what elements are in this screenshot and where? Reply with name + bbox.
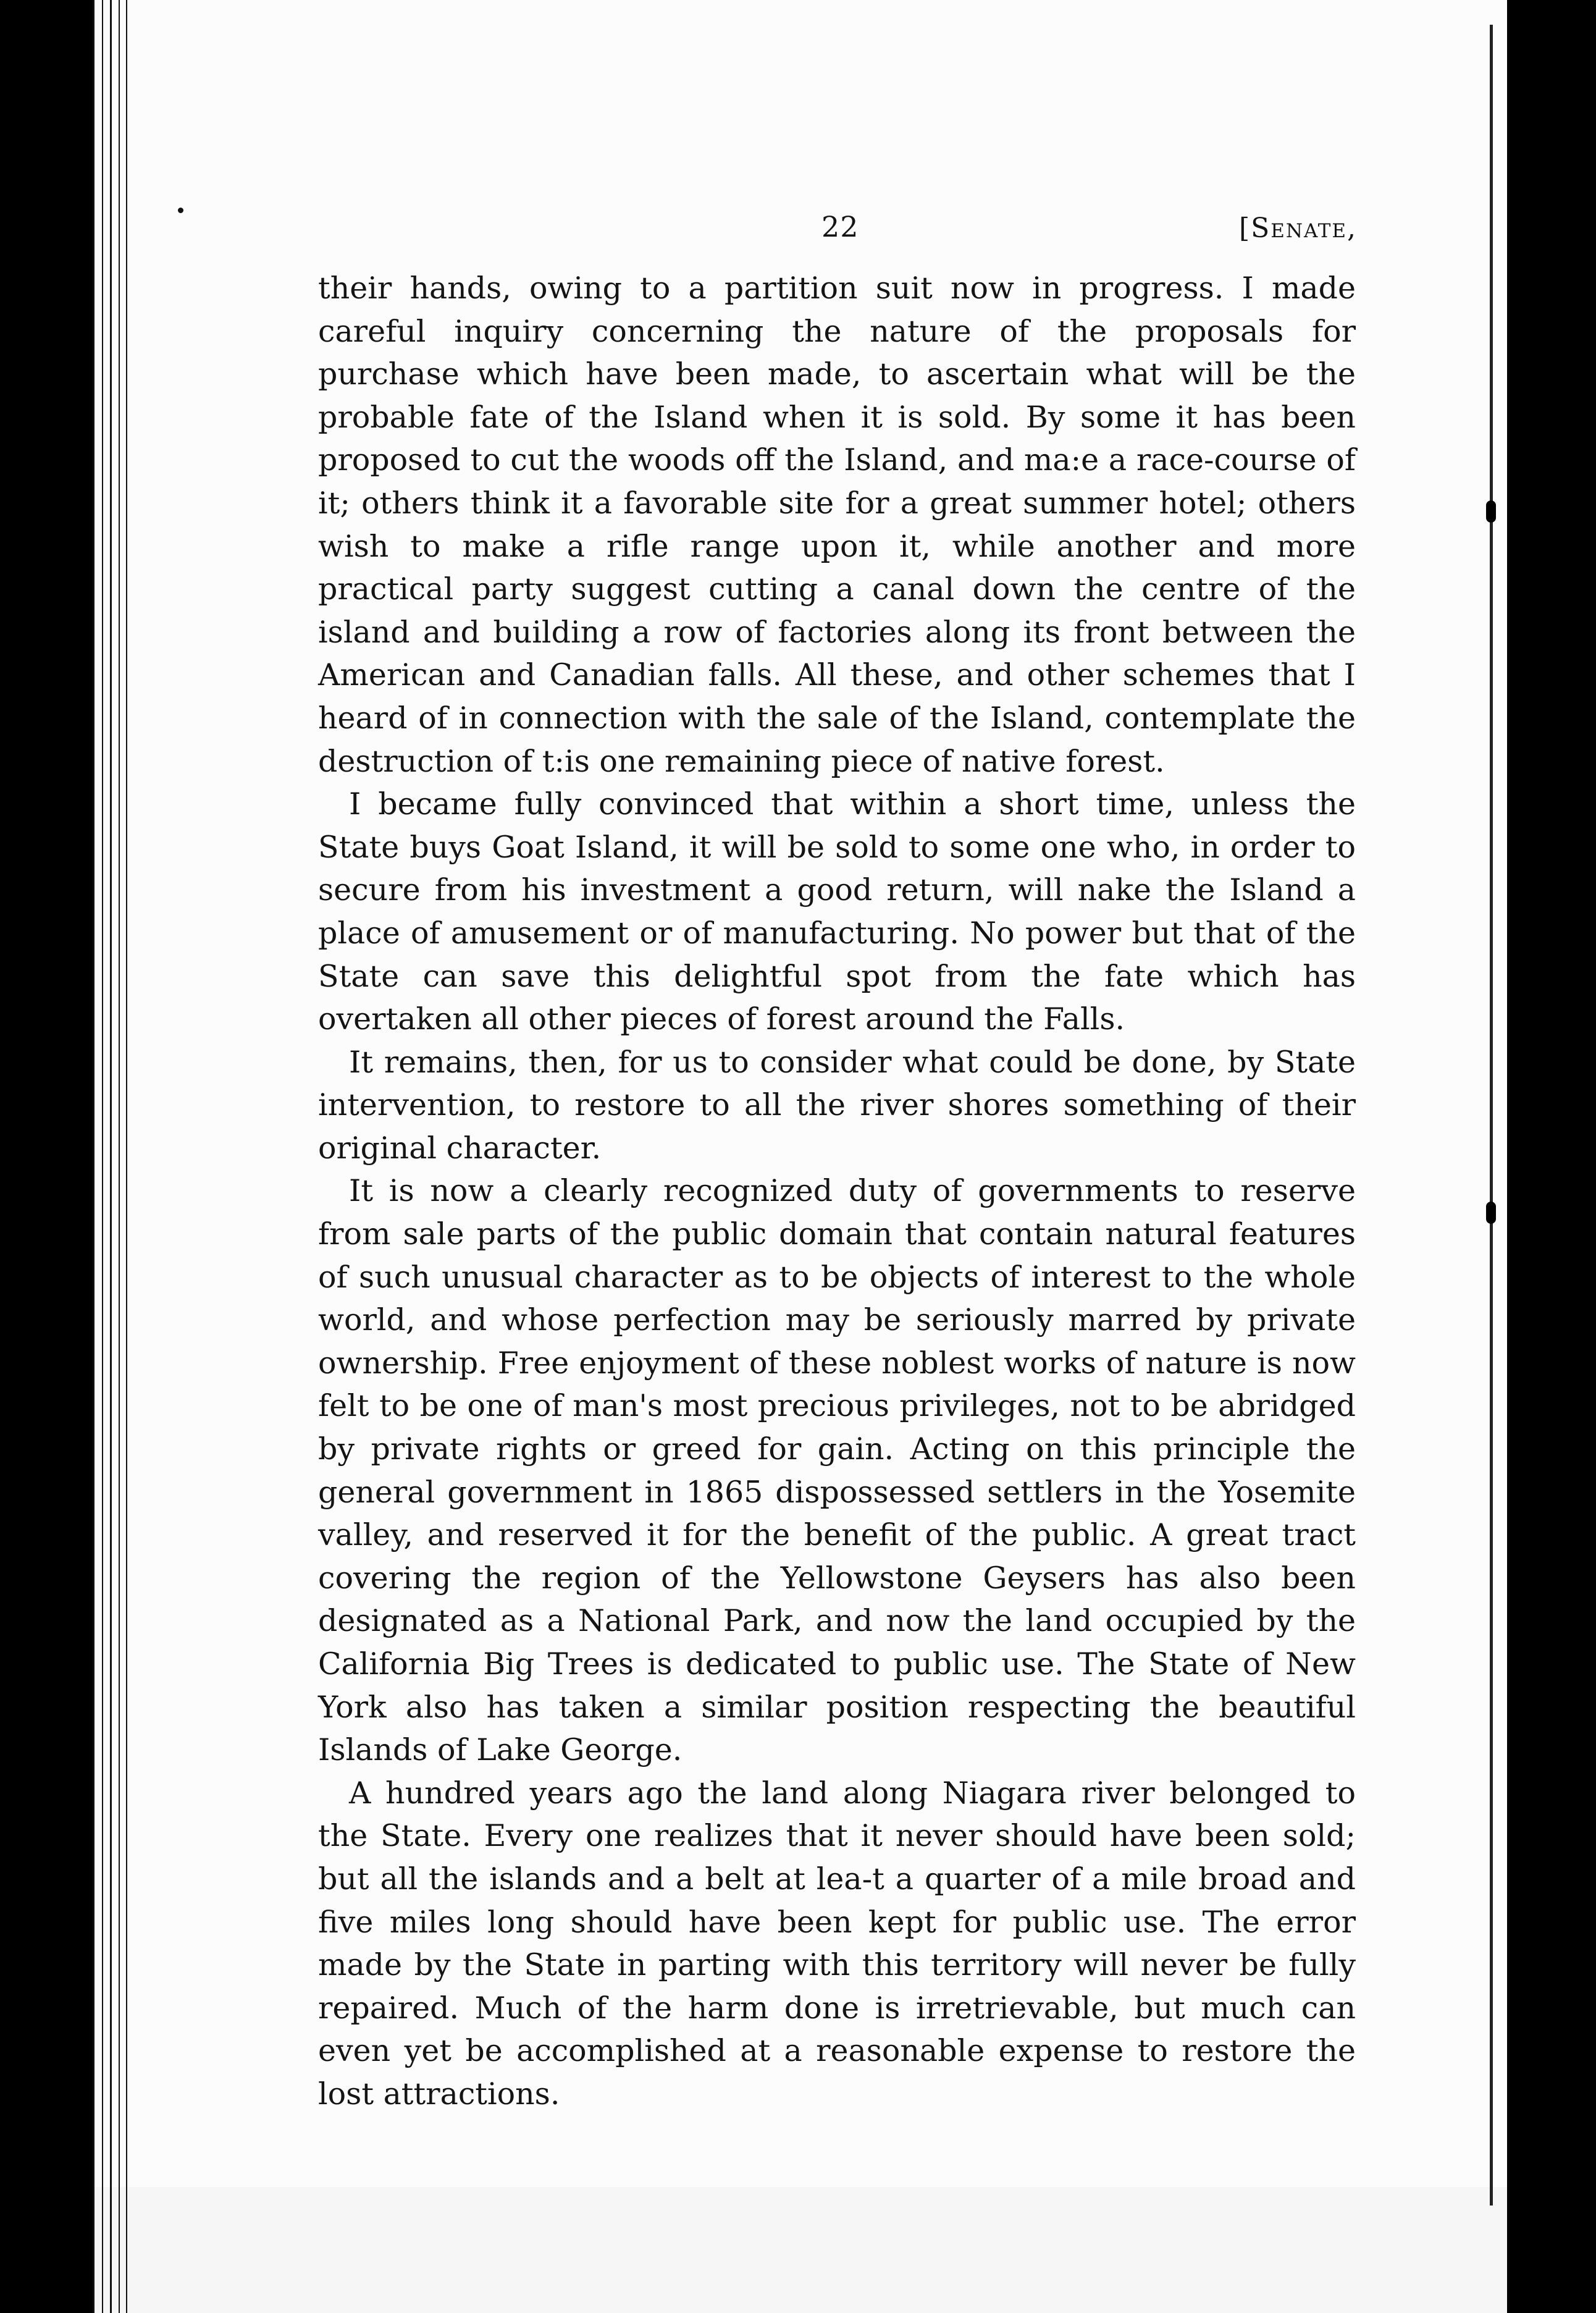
page-edge-line bbox=[126, 0, 127, 2313]
page-edge-line bbox=[110, 0, 112, 2313]
running-head bbox=[318, 210, 1356, 259]
gutter-fold-line bbox=[1490, 25, 1493, 2206]
page-number: 22 bbox=[821, 210, 859, 243]
binding-gutter bbox=[1507, 0, 1596, 2313]
body-text bbox=[318, 267, 1356, 2116]
binding-mark bbox=[1486, 1202, 1496, 1224]
paragraph-goat-island: I became fully convinced that within a short time, unless the State buys Goat Island, it will be sold to some one who, in order to secure from his investment a good return, will nake the Island a place of amusement or of manufacturing. No power but that of the State can save this delightful spot from the fate which has overtaken all other pieces of forest around the Falls. bbox=[318, 786, 1356, 1037]
page-edge-line bbox=[93, 0, 94, 2313]
scan-speck bbox=[178, 208, 183, 213]
paragraph-niagara-history: A hundred years ago the land along Niagara river belonged to the State. Every one realizes that it never should have been sold; but all the islands and a belt at lea-t a quarter of a mile broad and five miles long should have been kept for public use. The error made by the State in parting with this territory will never be fully repaired. Much of the harm done is irretrievable, but much can even yet be accomplished at a reasonable expense to restore the lost attractions. bbox=[318, 1775, 1356, 2112]
page-edge-line bbox=[102, 0, 103, 2313]
page-lower-margin bbox=[93, 2187, 1507, 2313]
section-marker: [Senate, bbox=[1238, 213, 1357, 244]
page-edge-line bbox=[119, 0, 120, 2313]
paragraph-state-intervention: It remains, then, for us to consider what could be done, by State intervention, to restore to all the river shores something of their original character. bbox=[318, 1044, 1356, 1166]
paragraph-continued: their hands, owing to a partition suit now in progress. I made careful inquiry concerning the nature of the proposals for purchase which have been made, to ascertain what will be the probable fate of the Island when it is sold. By some it has been proposed to cut the woods off the Island, and ma⁠:e a race-course of it; others think it a favorable site for a great summer hotel; others wish to make a rifle range upon it, while another and more practical party suggest cutting a canal down the centre of the island and building a row of factories along its front between the American and Canadian falls. All these, and other schemes that I heard of in connection with the sale of the Island, contemplate the destruction of t:is one remaining piece of native forest. bbox=[318, 271, 1356, 779]
binding-mark bbox=[1486, 500, 1496, 523]
paragraph-public-domain: It is now a clearly recognized duty of governments to reserve from sale parts of the public domain that contain natural features of such unusual character as to be objects of interest to the whole world, and whose perfection may be seriously marred by private ownership. Free enjoyment of these noblest works of nature is now felt to be one of man's most precious privileges, not to be abridged by private rights or greed for gain. Acting on this principle the general government in 1865 dispossessed settlers in the Yosemite valley, and reserved it for the benefit of the public. A great tract covering the region of the Yellowstone Geysers has also been designated as a National Park, and now the land occupied by the California Big Trees is dedicated to public use. The State of New York also has taken a similar position respecting the beautiful Islands of Lake George. bbox=[318, 1173, 1356, 1768]
